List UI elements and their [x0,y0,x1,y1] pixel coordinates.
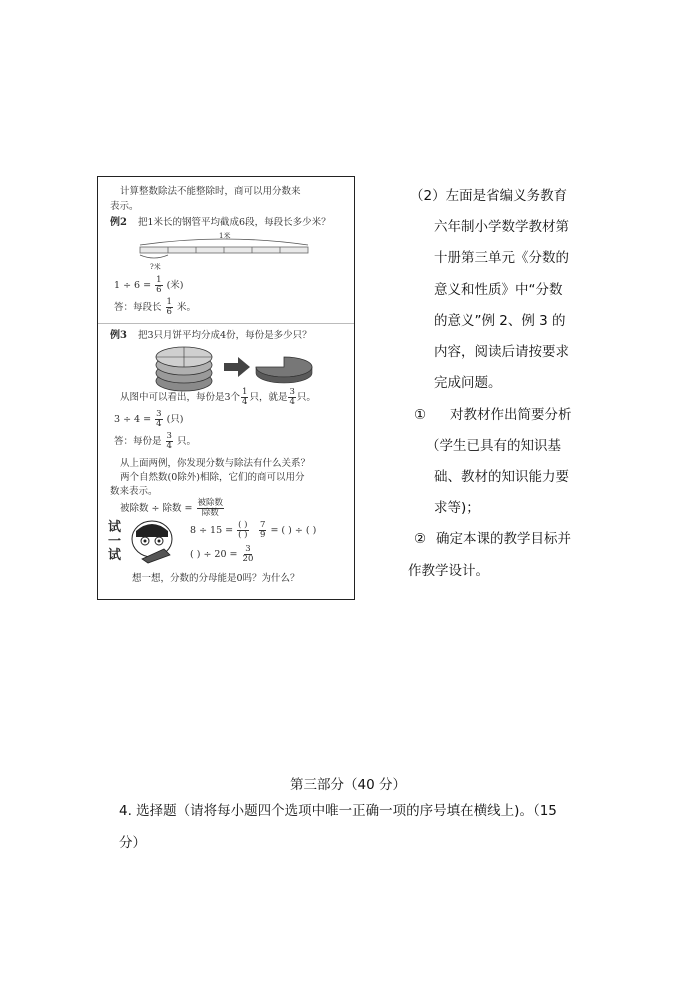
example3-calculation: 3 ÷ 4 = $\frac{3}{4}$ (只) [114,409,184,429]
side-text-line3: 十册第三单元《分数的 [434,250,569,266]
side-text-line7: 完成问题。 [434,375,502,391]
question-4-line2: 分） [119,835,146,851]
side-text-line10: 础、教材的知识能力要 [434,469,569,485]
relation-line2: 两个自然数(0除外)相除，它们的商可以用分 [120,472,305,483]
example3-label: 例3 [110,330,127,341]
example2-text: 把1米长的钢管平均截成6段，每段长多少米？ [138,217,331,228]
try-exercise-c: ( ) ÷ 20 = $\frac{3}{20}$ [190,544,254,564]
fraction-one-sixth: $\frac{1}{6}$ [156,275,162,295]
textbook-figure [97,176,355,600]
side-text-line9: （学生已具有的知识基 [426,438,561,454]
side-text-line11: 求等)； [434,500,480,516]
fraction-three-quarters: $\frac{3}{4}$ [289,387,295,407]
side-text-line13: 作教学设计。 [408,563,489,579]
section-divider [98,323,355,324]
think-question: 想一想，分数的分母能是0吗？为什么？ [132,573,300,584]
fraction-calc: $\frac{3}{4}$ [156,409,162,429]
section-title: 第三部分（40 分） [290,777,406,793]
fraction-seven-ninths: $\frac{7}{9}$ [260,520,266,540]
example3-observation: 从图中可以看出，每份是3个 $\frac{1}{4}$ 只，就是 $\frac{3}{4}$ 只。 [120,387,316,407]
calc-left: 1 ÷ 6 = [114,280,152,291]
fraction-three-twentieths: $\frac{3}{20}$ [242,544,254,564]
try-exercise-a: 8 ÷ 15 = $\frac{( )}{( )}$ [190,520,248,540]
question-4 [119,801,557,853]
ruler-question: ?米 [150,263,161,271]
ruler-label: 1米 [219,232,231,240]
example2-calculation [114,275,183,297]
item-marker-2: ② [414,531,427,547]
example2-label: 例2 [110,217,127,228]
side-text-line6: 内容，阅读后请按要求 [434,344,569,360]
side-text-line2: 六年制小学数学教材第 [434,219,569,235]
example3-text: 把3只月饼平均分成4份，每份是多少只？ [138,330,312,341]
fraction-quarter: $\frac{1}{4}$ [242,387,248,407]
side-text-line8: 对教材作出简要分析 [450,407,572,423]
formula-fraction: $\frac{\text{被除数}}{\text{除数}}$ [197,498,224,518]
relation-line3: 数来表示。 [110,486,158,497]
side-text-line12: 确定本课的教学目标并 [436,531,571,547]
side-text-line5: 的意义”例 2、例 3 的 [434,313,566,329]
blank-fraction: $\frac{( )}{( )}$ [238,520,248,540]
fraction-answer: $\frac{1}{6}$ [166,297,172,317]
side-text-line1: （2）左面是省编义务教育 [410,188,568,204]
try-exercise-b: $\frac{7}{9}$ = ( ) ÷ ( ) [260,520,317,540]
item-marker-1: ① [414,407,427,423]
example2-answer: 答：每段长 $\frac{1}{6}$ 米。 [114,297,197,317]
division-formula: 被除数 ÷ 除数 = $\frac{\text{被除数}}{\text{除数}}$ [120,498,224,518]
fraction-answer-3: $\frac{3}{4}$ [166,431,172,451]
cartoon-character-icon [128,519,180,565]
example3-answer: 答：每份是 $\frac{3}{4}$ 只。 [114,431,197,451]
try-it-label: 试 一 试 [108,520,122,563]
question-4-line1: 4. 选择题（请将每小题四个选项中唯一正确一项的序号填在横线上)。（15 [119,803,557,819]
intro-line1: 计算整数除法不能整除时，商可以用分数来 [120,186,301,197]
relation-line1: 从上面两例，你发现分数与除法有什么关系？ [120,458,311,469]
calc-unit: (米) [166,280,184,291]
intro-line2: 表示。 [110,201,139,212]
side-text-line4: 意义和性质》中“分数 [434,282,563,298]
